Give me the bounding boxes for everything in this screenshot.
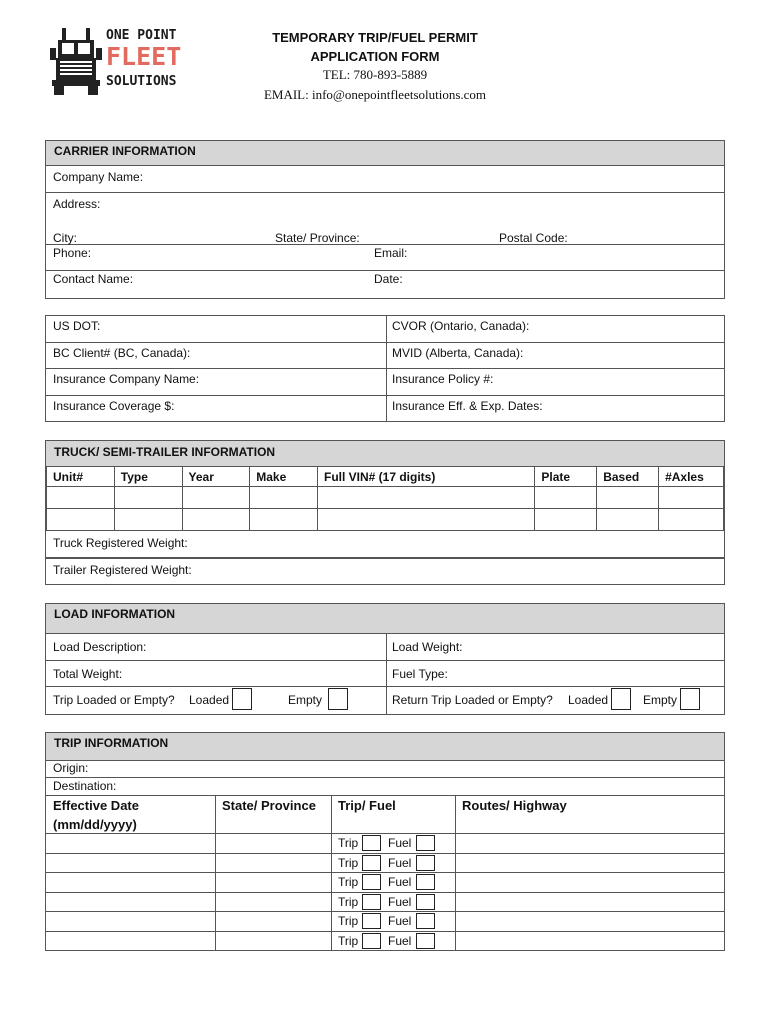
field-label: Address: (53, 197, 101, 211)
trip-checkbox[interactable] (362, 835, 381, 851)
truck-weight-label: Truck Registered Weight: (53, 536, 188, 550)
semi-truck-icon (48, 26, 104, 96)
load-description-label: Load Description: (53, 640, 147, 654)
col-header-date: Effective Date (53, 798, 139, 813)
fuel-checkbox[interactable] (416, 835, 435, 851)
return-loaded-checkbox[interactable] (611, 688, 631, 710)
contact-phone: TEL: 780-893-5889 (322, 67, 428, 82)
return-empty-checkbox[interactable] (680, 688, 700, 710)
trip-row[interactable] (46, 873, 724, 893)
table-row[interactable] (47, 509, 724, 531)
ins-policy-label: Insurance Policy #: (392, 372, 494, 386)
state-label: State/ Province: (275, 231, 360, 245)
type-cell[interactable] (114, 487, 182, 509)
email-label: Email: (374, 246, 408, 260)
origin-label: Origin: (53, 761, 89, 775)
trip-section (45, 732, 725, 951)
col-header-based: Based (597, 467, 659, 487)
trip-row[interactable] (46, 912, 724, 932)
return-empty-label: Empty (643, 693, 678, 707)
phone-label: Phone: (53, 246, 92, 260)
total-weight-row[interactable] (46, 661, 724, 687)
vin-cell[interactable] (317, 487, 534, 509)
unit-cell[interactable] (47, 487, 115, 509)
total-weight-label: Total Weight: (53, 667, 123, 681)
trip-label: Trip (338, 836, 359, 850)
postal-label: Postal Code: (499, 231, 568, 245)
col-header-plate: Plate (535, 467, 597, 487)
truck-weight-field[interactable] (46, 531, 724, 558)
load-weight-label: Load Weight: (392, 640, 463, 654)
logo-text-solutions: SOLUTIONS (106, 74, 177, 89)
fuel-checkbox[interactable] (416, 894, 435, 910)
fuel-label: Fuel (388, 894, 412, 909)
based-cell[interactable] (597, 509, 659, 531)
fuel-label: Fuel (388, 914, 412, 928)
logo-text-fleet: FLEET (106, 42, 182, 71)
section-heading: LOAD INFORMATION (46, 604, 724, 634)
trip-empty-checkbox[interactable] (328, 688, 348, 710)
empty-label: Empty (288, 693, 323, 707)
col-header-year: Year (182, 467, 250, 487)
bc-client-label: BC Client# (BC, Canada): (53, 346, 191, 360)
based-cell[interactable] (597, 487, 659, 509)
ins-coverage-label: Insurance Coverage $: (53, 399, 175, 413)
section-heading: TRUCK/ SEMI-TRAILER INFORMATION (46, 441, 724, 467)
col-header-state: State/ Province (222, 798, 316, 813)
trailer-weight-label: Trailer Registered Weight: (53, 563, 192, 577)
load-section (45, 603, 725, 715)
axles-cell[interactable] (659, 509, 724, 531)
col-header-date-format: (mm/dd/yyyy) (53, 817, 137, 832)
fuel-checkbox[interactable] (416, 855, 435, 871)
trip-checkbox[interactable] (362, 894, 381, 910)
trip-checkbox[interactable] (362, 855, 381, 871)
trip-label: Trip (338, 914, 359, 928)
type-cell[interactable] (114, 509, 182, 531)
load-desc-row[interactable] (46, 634, 724, 661)
ids-insurance-section (45, 315, 725, 422)
col-header-make: Make (250, 467, 318, 487)
usdot-cvor-row[interactable] (46, 316, 724, 343)
trip-row[interactable] (46, 854, 724, 874)
section-heading: TRIP INFORMATION (46, 733, 724, 761)
table-row[interactable] (47, 487, 724, 509)
trip-row[interactable] (46, 834, 724, 854)
company-logo (44, 22, 194, 100)
trip-row[interactable] (46, 932, 724, 952)
col-header-axles: #Axles (659, 467, 724, 487)
date-label: Date: (374, 272, 403, 286)
mvid-label: MVID (Alberta, Canada): (392, 346, 524, 360)
trip-table (46, 796, 724, 951)
contact-label: Contact Name: (53, 272, 134, 286)
destination-label: Destination: (53, 779, 117, 793)
contact-date-row[interactable] (46, 271, 724, 298)
col-header-routes: Routes/ Highway (462, 798, 567, 813)
carrier-section (45, 140, 725, 299)
fuel-label: Fuel (388, 933, 412, 948)
vin-cell[interactable] (317, 509, 534, 531)
ins-dates-label: Insurance Eff. & Exp. Dates: (392, 399, 543, 413)
table-header-row (47, 467, 724, 487)
trailer-weight-field[interactable] (46, 558, 724, 584)
col-header-trip-fuel: Trip/ Fuel (338, 798, 396, 813)
us-dot-label: US DOT: (53, 319, 101, 333)
trip-checkbox[interactable] (362, 874, 381, 890)
fuel-label: Fuel (388, 855, 412, 870)
return-loaded-label: Loaded (568, 693, 609, 707)
logo-text-one-point: ONE POINT (106, 28, 177, 43)
form-title: TEMPORARY TRIP/FUEL PERMIT (272, 30, 478, 45)
year-cell[interactable] (182, 487, 250, 509)
insurance-coverage-row[interactable] (46, 396, 724, 421)
trip-checkbox[interactable] (362, 933, 381, 949)
axles-cell[interactable] (659, 487, 724, 509)
city-label: City: (53, 231, 77, 245)
fuel-checkbox[interactable] (416, 874, 435, 890)
bc-mvid-row[interactable] (46, 343, 724, 369)
origin-field[interactable] (46, 761, 724, 778)
col-header-vin: Full VIN# (17 digits) (317, 467, 534, 487)
year-cell[interactable] (182, 509, 250, 531)
trip-label: Trip (338, 933, 359, 948)
address-field[interactable] (46, 193, 724, 245)
ins-company-label: Insurance Company Name: (53, 372, 200, 386)
return-trip-question: Return Trip Loaded or Empty? (392, 693, 553, 707)
loaded-label: Loaded (189, 693, 230, 707)
trip-label: Trip (338, 894, 359, 909)
plate-cell[interactable] (535, 509, 597, 531)
form-subtitle: APPLICATION FORM (310, 49, 440, 64)
plate-cell[interactable] (535, 487, 597, 509)
section-heading: CARRIER INFORMATION (46, 141, 724, 166)
fuel-checkbox[interactable] (416, 933, 435, 949)
phone-email-row[interactable] (46, 245, 724, 271)
fuel-checkbox[interactable] (416, 913, 435, 929)
trip-loaded-row (46, 687, 724, 714)
trip-label: Trip (338, 855, 359, 870)
trip-label: Trip (338, 875, 359, 889)
unit-cell[interactable] (47, 509, 115, 531)
trip-table-header (46, 796, 724, 834)
col-header-type: Type (114, 467, 182, 487)
insurance-company-row[interactable] (46, 369, 724, 396)
trip-checkbox[interactable] (362, 913, 381, 929)
make-cell[interactable] (250, 509, 318, 531)
fuel-type-label: Fuel Type: (392, 667, 448, 681)
cvor-label: CVOR (Ontario, Canada): (392, 319, 530, 333)
vehicle-table (46, 466, 724, 531)
contact-email: EMAIL: info@onepointfleetsolutions.com (263, 87, 487, 102)
col-header-unit: Unit# (47, 467, 115, 487)
fuel-label: Fuel (388, 836, 412, 850)
trip-loaded-checkbox[interactable] (232, 688, 252, 710)
trip-loaded-question: Trip Loaded or Empty? (53, 693, 175, 707)
fuel-label: Fuel (388, 875, 412, 889)
truck-section (45, 440, 725, 585)
company-name-field[interactable] (46, 166, 724, 193)
destination-field[interactable] (46, 778, 724, 796)
field-label: Company Name: (53, 170, 144, 184)
trip-row[interactable] (46, 893, 724, 913)
make-cell[interactable] (250, 487, 318, 509)
